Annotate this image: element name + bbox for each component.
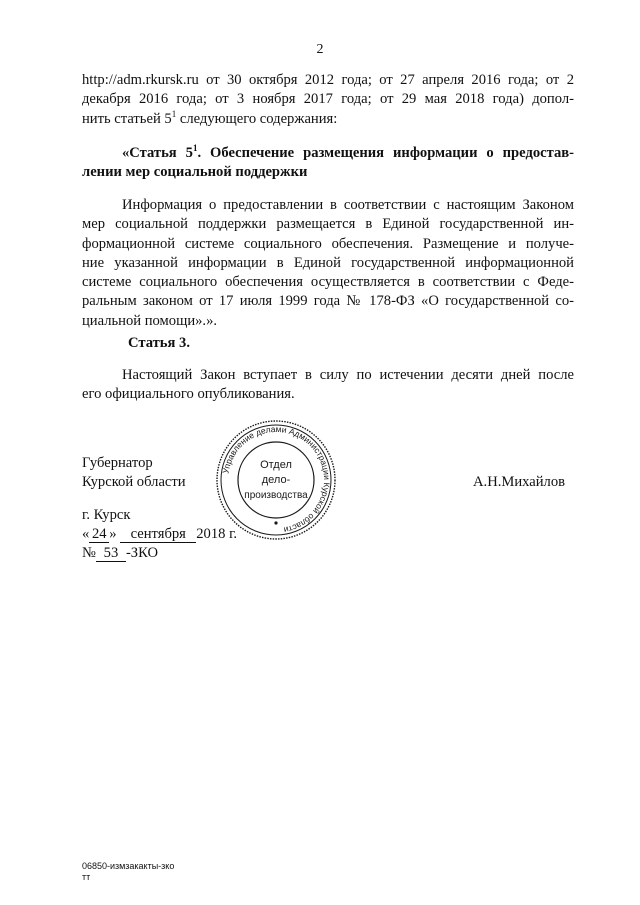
- footer-reference: 06850-измзакакты-зко тт: [82, 861, 175, 882]
- date-day: 24: [89, 527, 109, 543]
- intro-line: декабря 2016 года; от 3 ноября 2017 года; от 29 мая 2018 года) допол-: [82, 91, 574, 108]
- intro-line: http://adm.rkursk.ru от 30 октября 2012 года; от 27 апреля 2016 года; от 2: [82, 72, 574, 88]
- signatory-name: А.Н.Михайлов: [473, 474, 566, 490]
- intro-paragraph: [82, 71, 574, 129]
- law-number-value: 53: [96, 546, 126, 562]
- heading-line: «Статья $5^1$. Обеспечение размещения информации о предостав-: [122, 143, 575, 161]
- body-line: мер социальной поддержки размещается в Единой государственной ин-: [82, 216, 574, 233]
- superscript: 1: [171, 108, 177, 119]
- city: г. Курск: [82, 507, 131, 523]
- body-line: ральным законом от 17 июля 1999 года № 178-ФЗ «О государственной со-: [82, 293, 574, 310]
- stamp-center-line: производства: [244, 490, 308, 501]
- article3-body: [82, 366, 574, 405]
- stamp-ring-text: Управление делами Администрации Курской области: [220, 423, 333, 536]
- body-line: Информация о предоставлении в соответствии с настоящим Законом: [122, 197, 574, 213]
- article5-heading: [122, 144, 574, 163]
- body-line: формационной системе социального обеспечения. Размещение и получе-: [82, 235, 574, 252]
- body-line: ние указанной информации в Единой государственной информационной: [82, 254, 574, 271]
- law-number: № 53 -ЗКО: [82, 545, 159, 561]
- date-year: 2018 г.: [196, 526, 238, 542]
- article5-heading-cont: лении мер социальной поддержки: [82, 164, 308, 180]
- superscript: 1: [192, 143, 198, 154]
- body-line: Настоящий Закон вступает в силу по истечении десяти дней после: [122, 367, 574, 383]
- signing-date: « 24 » сентября 2018 г.: [82, 526, 238, 542]
- body-line: системе социального обеспечения осуществляется в соответствии с Феде-: [82, 274, 574, 291]
- body-line: его официального опубликования.: [82, 386, 295, 403]
- date-month: сентября: [120, 527, 196, 543]
- stamp-center-line: Отдел: [260, 459, 292, 471]
- intro-line: нить статьей $5^1$ следующего содержания:: [82, 108, 338, 127]
- article5-body: [82, 196, 574, 331]
- stamp-center-line: дело-: [261, 474, 291, 486]
- page-number: 2: [316, 42, 324, 57]
- article3-heading: Статья 3.: [128, 335, 190, 351]
- place-date-block: [82, 506, 237, 563]
- signature-title: Губернатор Курской области: [82, 455, 186, 490]
- body-line: циальной помощи».».: [82, 312, 218, 329]
